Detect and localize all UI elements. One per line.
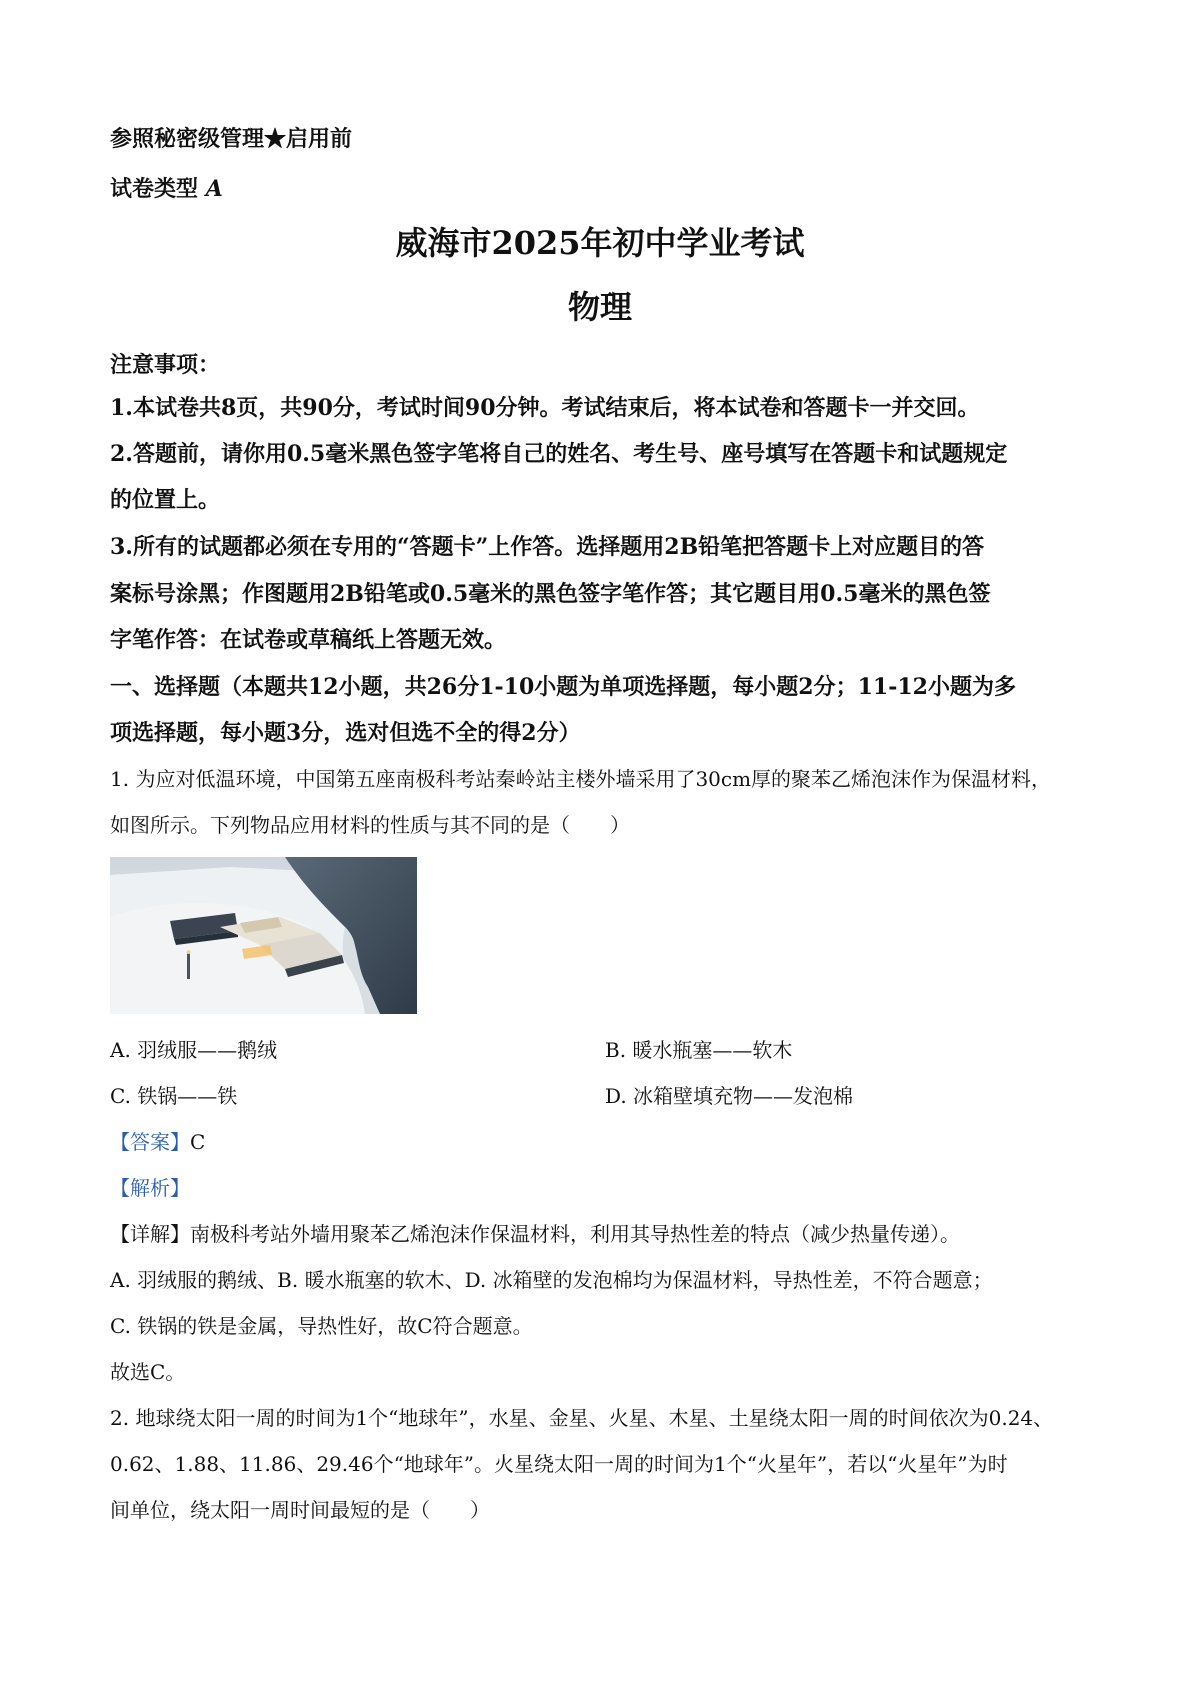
antarctic-station-photo: [110, 857, 417, 1014]
paper-type-label: 试卷类型: [110, 176, 199, 202]
exam-subject: 物理: [567, 288, 632, 326]
q1-analysis-line-1: A. 羽绒服的鹅绒、B. 暖水瓶塞的软木、D. 冰箱壁的发泡棉均为保温材料，导热性差，不符合题意；: [110, 1268, 993, 1292]
analysis-tag: 【解析】: [110, 1176, 190, 1200]
notice-item-3-line-1: 3.所有的试题都必须在专用的“答题卡”上作答。选择题用2B铅笔把答题卡上对应题目的答: [110, 534, 985, 560]
antarctic-station-illustration: [110, 857, 417, 1014]
q1-stem-line-1: 1. 为应对低温环境，中国第五座南极科考站秦岭站主楼外墙采用了30cm厚的聚苯乙烯泡沫作为保温材料，: [110, 767, 1052, 791]
notice-item-3-line-3: 字笔作答：在试卷或草稿纸上答题无效。: [110, 627, 507, 653]
answer-value: C: [190, 1130, 206, 1154]
q2-stem-line-1: 2. 地球绕太阳一周的时间为1个“地球年”，水星、金星、火星、木星、土星绕太阳一周的时间依次为0.24、: [110, 1406, 1054, 1430]
q1-option-c: C. 铁锅——铁: [110, 1084, 238, 1108]
q1-detail: 【详解】南极科考站外墙用聚苯乙烯泡沫作保温材料，利用其导热性差的特点（减少热量传递）。: [110, 1222, 960, 1246]
notice-item-2-line-1: 2.答题前，请你用0.5毫米黑色签字笔将自己的姓名、考生号、座号填写在答题卡和试题规定: [110, 441, 1008, 467]
notice-heading: 注意事项：: [110, 352, 221, 378]
q1-option-b: B. 暖水瓶塞——软木: [605, 1038, 793, 1062]
q1-option-a: A. 羽绒服——鹅绒: [110, 1038, 278, 1062]
paper-type: [110, 172, 223, 203]
q1-conclusion: 故选C。: [110, 1360, 186, 1384]
notice-item-2-line-2: 的位置上。: [110, 487, 221, 513]
q1-answer: [110, 1126, 205, 1155]
q1-stem-line-2: 如图所示。下列物品应用材料的性质与其不同的是（ ）: [110, 813, 630, 837]
exam-title: 威海市2025年初中学业考试: [395, 224, 805, 262]
q2-stem-line-2: 0.62、1.88、11.86、29.46个“地球年”。火星绕太阳一周的时间为1个“火星年”，若以“火星年”为时: [110, 1452, 1008, 1476]
notice-item-1: 1.本试卷共8页，共90分，考试时间90分钟。考试结束后，将本试卷和答题卡一并交回。: [110, 395, 980, 421]
answer-tag: 【答案】: [110, 1130, 190, 1154]
notice-item-3-line-2: 案标号涂黑；作图题用2B铅笔或0.5毫米的黑色签字笔作答；其它题目用0.5毫米的黑色签: [110, 581, 991, 607]
q2-stem-line-3: 间单位，绕太阳一周时间最短的是（ ）: [110, 1498, 490, 1522]
q1-option-d: D. 冰箱壁填充物——发泡棉: [605, 1084, 854, 1108]
q1-analysis-line-2: C. 铁锅的铁是金属，导热性好，故C符合题意。: [110, 1314, 533, 1338]
secrecy-note: 参照秘密级管理★启用前: [110, 126, 353, 152]
paper-type-letter: A: [205, 176, 223, 202]
section-1-line-1: 一、选择题（本题共12小题，共26分1-10小题为单项选择题，每小题2分；11-12小题为多: [110, 674, 1016, 700]
section-1-line-2: 项选择题，每小题3分，选对但选不全的得2分）: [110, 720, 581, 746]
